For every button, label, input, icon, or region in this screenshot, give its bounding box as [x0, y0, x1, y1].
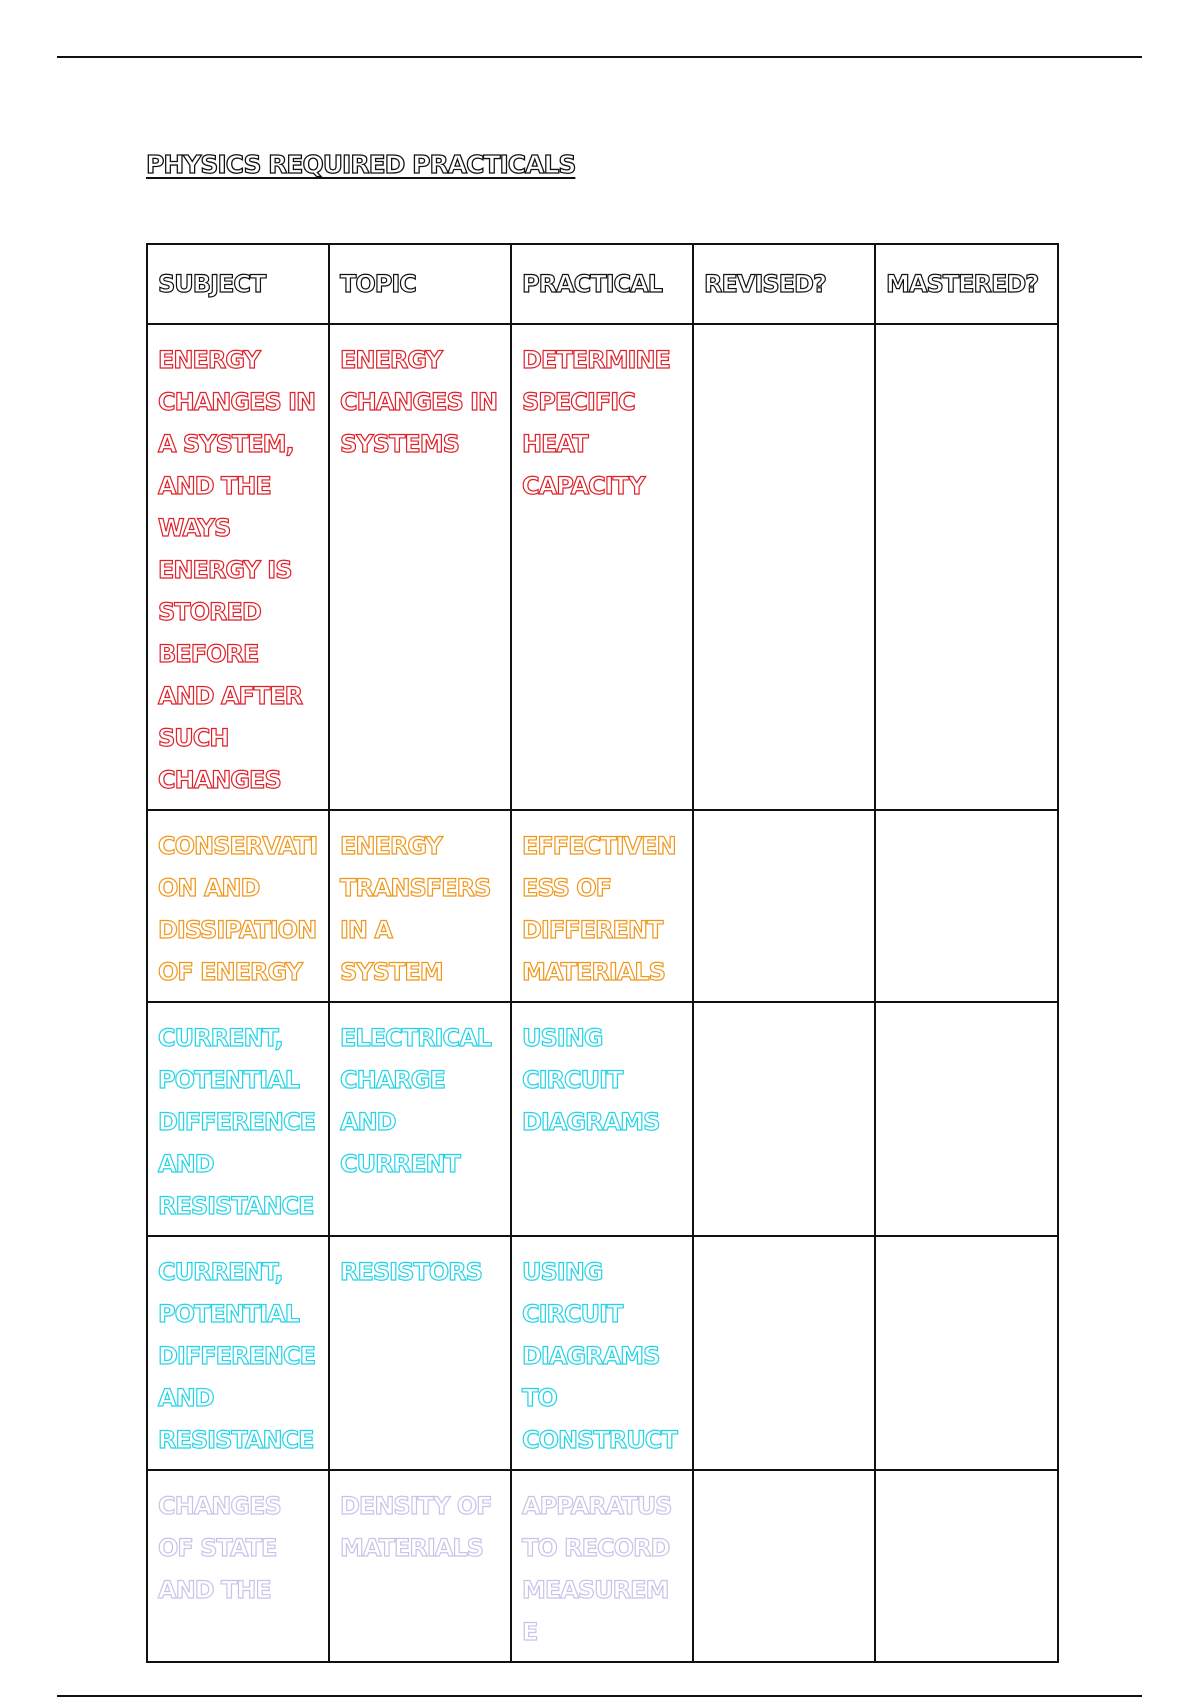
practical-cell — [511, 1236, 693, 1470]
subject-text: CHANGES OF STATE AND THE — [158, 1492, 281, 1604]
topic-text: ENERGY TRANSFERS IN A SYSTEM — [340, 832, 491, 986]
subject-text: CURRENT, POTENTIAL DIFFERENCE AND RESISTANCE — [158, 1258, 316, 1454]
practical-cell — [511, 810, 693, 1002]
revised-cell[interactable] — [693, 810, 875, 1002]
subject-cell — [147, 324, 329, 810]
practicals-table — [146, 243, 1059, 1663]
topic-text: ENERGY CHANGES IN SYSTEMS — [340, 346, 498, 458]
subject-cell — [147, 1470, 329, 1662]
topic-text: RESISTORS — [340, 1258, 482, 1286]
mastered-cell[interactable] — [875, 1470, 1058, 1662]
practical-cell — [511, 1470, 693, 1662]
top-rule — [57, 56, 1142, 58]
topic-cell — [329, 1470, 511, 1662]
page-title: PHYSICS REQUIRED PRACTICALS — [146, 150, 576, 179]
mastered-cell[interactable] — [875, 1002, 1058, 1236]
subject-text: CONSERVATION AND DISSIPATION OF ENERGY — [158, 832, 318, 986]
table-row — [147, 1236, 1058, 1470]
table-row — [147, 1470, 1058, 1662]
practical-text: USING CIRCUIT DIAGRAMS — [522, 1024, 660, 1136]
practical-text: APPARATUS TO RECORD MEASUREME — [522, 1492, 672, 1646]
practical-text: EFFECTIVENESS OF DIFFERENT MATERIALS — [522, 832, 676, 986]
practical-cell — [511, 324, 693, 810]
mastered-cell[interactable] — [875, 810, 1058, 1002]
table-row — [147, 1002, 1058, 1236]
header-subject: SUBJECT — [147, 244, 329, 324]
practical-cell — [511, 1002, 693, 1236]
topic-text: DENSITY OF MATERIALS — [340, 1492, 492, 1562]
subject-cell — [147, 810, 329, 1002]
subject-cell — [147, 1002, 329, 1236]
table-row — [147, 324, 1058, 810]
table-header-row — [147, 244, 1058, 324]
revised-cell[interactable] — [693, 1002, 875, 1236]
practical-text: DETERMINE SPECIFIC HEAT CAPACITY — [522, 346, 670, 500]
subject-text: CURRENT, POTENTIAL DIFFERENCE AND RESISTANCE — [158, 1024, 316, 1220]
header-mastered: MASTERED? — [875, 244, 1058, 324]
topic-cell — [329, 324, 511, 810]
header-topic: TOPIC — [329, 244, 511, 324]
table-row — [147, 810, 1058, 1002]
mastered-cell[interactable] — [875, 1236, 1058, 1470]
topic-cell — [329, 1002, 511, 1236]
practical-text: USING CIRCUIT DIAGRAMS TO CONSTRUCT — [522, 1258, 677, 1454]
revised-cell[interactable] — [693, 324, 875, 810]
subject-text: ENERGY CHANGES IN A SYSTEM, AND THE WAYS ENERGY IS STORED BEFORE AND AFTER SUCH CHANGES — [158, 346, 316, 794]
bottom-rule — [57, 1695, 1142, 1697]
subject-cell — [147, 1236, 329, 1470]
revised-cell[interactable] — [693, 1470, 875, 1662]
topic-cell — [329, 810, 511, 1002]
revised-cell[interactable] — [693, 1236, 875, 1470]
topic-text: ELECTRICAL CHARGE AND CURRENT — [340, 1024, 491, 1178]
topic-cell — [329, 1236, 511, 1470]
mastered-cell[interactable] — [875, 324, 1058, 810]
header-revised: REVISED? — [693, 244, 875, 324]
header-practical: PRACTICAL — [511, 244, 693, 324]
